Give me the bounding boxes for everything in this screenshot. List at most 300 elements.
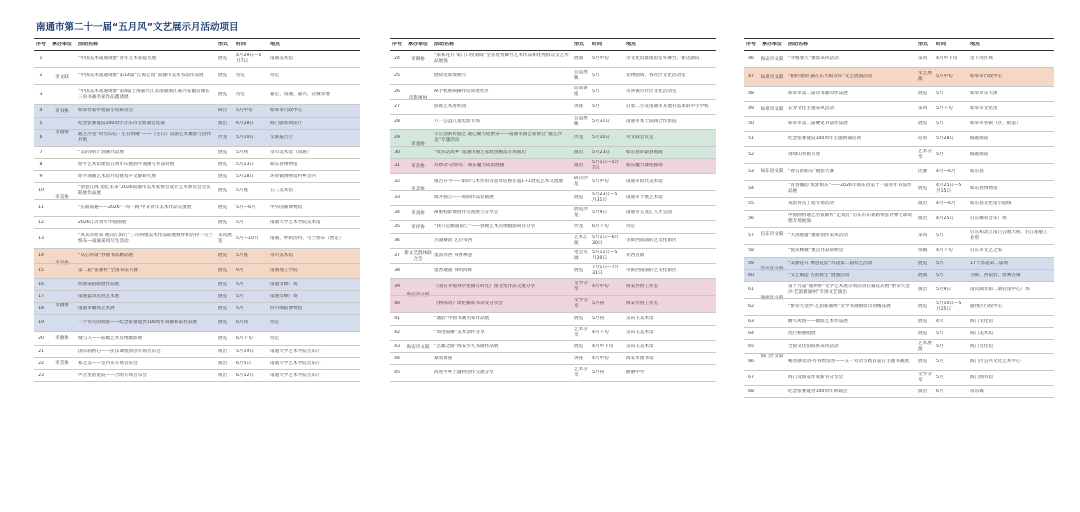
cell-form: 讲座 xyxy=(574,104,584,110)
unit-label: 海安市文联 xyxy=(760,56,784,62)
cell-place: 如皋市行政中心 xyxy=(270,108,303,114)
cell-seq: 41 xyxy=(394,316,400,322)
unit-label: 新文艺群体联合会 xyxy=(404,250,432,262)
unit-label: 市美协 xyxy=(411,187,425,193)
cell-seq: 10 xyxy=(38,188,44,194)
activity-row xyxy=(390,353,716,365)
unit-label: 海门区文联 xyxy=(760,354,784,360)
activity-row xyxy=(390,221,716,234)
activity-row xyxy=(390,313,716,326)
cell-form: 展览 xyxy=(218,91,228,97)
cell-name: 全国文化馆联系采风活动 xyxy=(788,343,839,349)
cell-form: 展览沙龙 xyxy=(574,207,588,218)
activity-row xyxy=(744,299,1054,316)
cell-form: 展览 xyxy=(918,359,928,365)
cell-name: “青春馨韵 筑梦如东”——2026年如东县第十一届青年书法作品展 xyxy=(788,183,912,194)
activity-row xyxy=(390,159,716,174)
cell-time: 5月28日 xyxy=(936,136,954,142)
cell-name: “通韵”中国书画名家作品展 xyxy=(434,316,490,322)
cell-seq: 62 xyxy=(748,304,754,310)
cell-time: 4月下旬 xyxy=(936,248,953,254)
cell-place: 文联报告厅 xyxy=(270,135,293,141)
unit-label: 市舞协 xyxy=(411,56,425,62)
cell-place: 环资镇博物馆村乡会内 xyxy=(270,173,316,179)
activity-row xyxy=(390,326,716,341)
cell-name: 原平艺术馆建馆五周年庆暨油平油画写作品特展 xyxy=(78,161,175,167)
cell-time: 5月 xyxy=(236,305,244,311)
cell-seq: 38 xyxy=(394,268,400,274)
cell-place: 市街西南面的艺文化街区 xyxy=(626,268,677,274)
cell-place: 如皋市行政中心 xyxy=(970,74,1003,80)
cell-form: 采风 xyxy=(918,56,928,62)
unit-label: 市书协 xyxy=(55,108,69,114)
activity-row xyxy=(390,100,716,115)
cell-time: 5月1日—5月7日 xyxy=(592,160,620,171)
cell-name: 纪念张謇诞世100周年朗诵会 xyxy=(788,388,848,394)
unit-label: 海安市文联 xyxy=(406,344,430,350)
header-unit: 承办单位 xyxy=(761,41,782,47)
cell-place: 南通、呼和浩特、乌兰察布（暂定） xyxy=(270,235,344,241)
activity-row xyxy=(34,51,360,68)
cell-place: 如东县博物馆 xyxy=(270,161,298,167)
cell-place: 吴田玉美术馆 xyxy=(626,343,654,349)
cell-name: “美的回归”油画作品展 xyxy=(78,149,125,155)
cell-name: 原平油画艺术馆开馆暨基平文献研究展 xyxy=(78,173,157,179)
cell-form: 艺术分享 xyxy=(918,149,932,160)
cell-time: 5月底 xyxy=(236,253,249,259)
cell-place: 待定 xyxy=(270,320,280,326)
cell-form: 比赛 xyxy=(918,169,928,175)
cell-name: “从心所欲”抄曲书法精品展 xyxy=(78,253,134,259)
unit-label: 市曲协 xyxy=(55,336,69,342)
cell-form: 沙龙 xyxy=(574,224,584,230)
cell-time: 5月—6月 xyxy=(236,205,256,211)
cell-seq: 23 xyxy=(38,372,44,378)
cell-place: 中华国画博物馆 xyxy=(270,205,303,211)
cell-place: 启东和北江南吕公地大桥、启江船舶工业带 xyxy=(970,230,1049,241)
cell-time: 6月5日 xyxy=(236,360,252,366)
cell-time: 4月25日—5月15日 xyxy=(936,183,962,194)
cell-time: 5月11日—5月20日 xyxy=(592,250,618,261)
unit-label: 通州区文联 xyxy=(760,296,784,302)
cell-place: 市街西南面的艺文化街区 xyxy=(626,238,677,244)
cell-time: 6月初 xyxy=(236,320,249,326)
cell-seq: 66 xyxy=(748,359,754,365)
activity-row xyxy=(34,332,360,346)
activity-row xyxy=(390,341,716,353)
cell-place: 曲塘中学 xyxy=(626,370,645,376)
cell-name: “中国美术南通现象”第14届“江海艺境”南通市美术书法作品展 xyxy=(78,73,204,79)
cell-seq: 46 xyxy=(748,56,754,62)
cell-form: 研讨 xyxy=(218,108,228,114)
cell-seq: 39 xyxy=(394,284,400,290)
cell-form: 文学分享 xyxy=(574,298,588,309)
cell-name: 墨韵赤西 书香禅意 xyxy=(434,253,473,259)
activity-row xyxy=(390,249,716,264)
activity-row xyxy=(744,386,1054,398)
cell-seq: 44 xyxy=(394,355,400,361)
cell-form: 展览 xyxy=(574,343,584,349)
unit-label: 市影视协 xyxy=(408,96,428,102)
cell-time: 4月—6月 xyxy=(936,169,956,175)
cell-time: 5月下旬 xyxy=(936,106,953,112)
cell-seq: 13 xyxy=(38,235,44,241)
activity-row xyxy=(34,183,360,200)
activity-row xyxy=(34,291,360,303)
unit-label: 如皋市文联 xyxy=(760,74,784,80)
cell-time: 5月 xyxy=(936,91,944,97)
cell-name: 慕刻讲座 xyxy=(434,355,453,361)
cell-place: 海门美术馆 xyxy=(970,330,993,336)
cell-place: 海门剧本朗读厅 xyxy=(270,120,303,126)
cell-time: 5月初 xyxy=(592,316,605,322)
cell-form: 艺术分享 xyxy=(574,327,588,338)
cell-time: 6月12日 xyxy=(236,372,254,378)
cell-name: “美丽花开 禅意花韵”苏超第二届特艺活动 xyxy=(788,260,873,266)
activity-row xyxy=(390,191,716,206)
cell-name: 古器赛韵 艺启书西 xyxy=(434,238,473,244)
cell-time: 5月 xyxy=(936,121,944,127)
unit-label: 市评协 xyxy=(411,224,425,230)
activity-row xyxy=(744,181,1054,198)
cell-place: 海门文化馆 xyxy=(970,343,993,349)
cell-time: 5月 xyxy=(936,330,944,336)
cell-time: 5月中旬 xyxy=(936,74,953,80)
cell-name: 苏炒杂·杂炒苏：如东魔力成果展播 xyxy=(434,163,505,169)
activity-row xyxy=(34,217,360,229)
cell-seq: 54 xyxy=(748,186,754,192)
cell-seq: 7 xyxy=(39,149,43,155)
activity-row xyxy=(390,130,716,147)
activity-row xyxy=(744,371,1054,386)
page-title: 南通市第二十一届“五月风”文艺展示月活动项目 xyxy=(36,22,239,33)
cell-place: 如东县文化馆小剧场 xyxy=(970,201,1012,207)
schedule-table-right xyxy=(744,38,1054,398)
activity-row xyxy=(34,200,360,217)
cell-place: 寺街、西南营、唐闸古镇 xyxy=(970,272,1021,278)
cell-form: 演出 xyxy=(574,163,584,169)
cell-place: 启东市文艺之家 xyxy=(970,248,1003,254)
cell-seq: 31 xyxy=(394,163,400,169)
cell-form: 采风 xyxy=(918,233,928,239)
cell-seq: 61 xyxy=(748,287,754,293)
cell-form: 演出 xyxy=(918,201,928,207)
activity-row xyxy=(34,358,360,370)
unit-label: 启东市文联 xyxy=(760,231,784,237)
cell-seq: 57 xyxy=(748,233,754,239)
cell-place: 南通文峰广场 xyxy=(270,281,298,287)
cell-place: 南通市五龙汇人才公园 xyxy=(626,210,672,216)
cell-seq: 19 xyxy=(38,320,44,326)
cell-form: 展览 xyxy=(218,173,228,179)
cell-name: 南通蓝印民俗艺术展 xyxy=(78,293,120,299)
cell-seq: 32 xyxy=(394,179,400,185)
cell-place: 掘港街道 xyxy=(970,136,989,142)
activity-row xyxy=(744,340,1054,354)
cell-place: 如皋市东大街 xyxy=(970,91,998,97)
activity-row xyxy=(744,211,1054,228)
activity-row xyxy=(34,105,360,118)
cell-form: 笔会买画 xyxy=(574,250,588,261)
cell-name: 一个伟大的瑞影——纪念张謇诞世100周年刘静和前作品展 xyxy=(78,320,198,326)
cell-time: 4月25日 xyxy=(936,216,954,222)
cell-seq: 36 xyxy=(394,238,400,244)
cell-time: 5月中旬 xyxy=(592,56,609,62)
cell-form: 展览 xyxy=(218,305,228,311)
activity-row xyxy=(744,68,1054,87)
activity-row xyxy=(390,206,716,221)
activity-row xyxy=(744,51,1054,68)
cell-place: 如皋市文化馆 xyxy=(970,106,998,112)
activity-row xyxy=(744,164,1054,181)
cell-time: 5月底 xyxy=(236,188,249,194)
unit-label: 市音协 xyxy=(55,361,69,367)
cell-name: “欢乐话故乡”南通市曲艺家原创精品专场演出 xyxy=(434,149,527,155)
header-name: 活动名称 xyxy=(78,41,99,47)
activity-row xyxy=(34,370,360,382)
cell-form: 演出 xyxy=(218,360,228,366)
cell-place: 海安作协工作室 xyxy=(626,284,659,290)
cell-time: 5月初 xyxy=(236,149,249,155)
cell-seq: 18 xyxy=(38,305,44,311)
cell-place: 待定 xyxy=(270,73,280,79)
cell-time: 5月1日—6月30日 xyxy=(592,235,620,246)
cell-seq: 35 xyxy=(394,224,400,230)
cell-form: 公益放映 xyxy=(574,116,588,127)
header-seq: 序号 xyxy=(392,41,403,47)
header-time: 时间 xyxy=(592,41,603,47)
unit-label: 市戏协 xyxy=(411,210,425,216)
cell-form: 展览 xyxy=(218,161,228,167)
activity-row xyxy=(34,229,360,249)
cell-place: 如东县 xyxy=(970,169,984,175)
cell-name: 《鸭海湾》周伦稿影书杂及分享会 xyxy=(434,301,503,307)
cell-place: 四川绵阳博物馆 xyxy=(270,305,303,311)
cell-place: 如东县轩辕县海陵 xyxy=(626,149,663,155)
activity-row xyxy=(744,198,1054,211)
cell-form: 研讨沙龙 xyxy=(574,176,588,187)
cell-form: 展览 xyxy=(218,293,228,299)
cell-time: 6月28日 xyxy=(236,120,254,126)
schedule-table-middle xyxy=(390,38,716,382)
activity-row xyxy=(34,159,360,171)
activity-row xyxy=(34,264,360,279)
activity-row xyxy=(34,249,360,264)
cell-form: 展览 xyxy=(574,316,584,322)
cell-place: 里下河区域 xyxy=(970,56,993,62)
cell-name: 通艺沙龙“时光印记 · 生日情缘”——《生日》话剧艺术摄影与创作共鸣 xyxy=(78,132,212,143)
cell-name: “我只是偶遇南亡”——郭俊艺术肖像摄影研讨分享 xyxy=(434,224,536,230)
cell-place: 南通美术馆 xyxy=(270,56,293,62)
cell-time: 5月31日 xyxy=(592,119,610,125)
activity-row xyxy=(390,68,716,85)
cell-name: 第二届“张謇杯”全国书法大赛 xyxy=(78,268,138,274)
activity-row xyxy=(744,228,1054,245)
cell-seq: 49 xyxy=(748,106,754,112)
cell-time: 5月10日—5月25日 xyxy=(936,301,962,312)
header-unit: 承办单位 xyxy=(407,41,428,47)
cell-name: “家和花开 家门口度刘线”全省优秀舞台艺术作品和优秀群众文艺作品展演 xyxy=(434,53,569,64)
cell-seq: 1 xyxy=(39,56,43,62)
cell-place: 通州区行政中心 xyxy=(970,304,1003,310)
cell-name: 长寿文化主题采风活动 xyxy=(788,106,834,112)
unit-label: 市美协 xyxy=(55,195,69,201)
cell-seq: 17 xyxy=(38,293,44,299)
cell-time: 4月中旬 xyxy=(592,284,609,290)
cell-time: 4月下旬 xyxy=(592,330,609,336)
cell-form: 培训 xyxy=(918,136,928,142)
cell-name: AI重构影像创作交流展与分享会 xyxy=(434,210,499,216)
header-name: 活动名称 xyxy=(434,41,455,47)
cell-place: 南通市绍代美术馆 xyxy=(626,179,663,185)
cell-name: “悦读畅城”重点作品故顾会 xyxy=(788,248,844,254)
cell-name: 海门及海安作家新书分享会 xyxy=(788,375,844,381)
activity-row xyxy=(390,115,716,130)
cell-form: 展览 xyxy=(574,268,584,274)
cell-place: 启承二小及南通市其他有需求的中小学校 xyxy=(626,104,709,110)
cell-time: 5月 xyxy=(236,281,244,287)
cell-form: 文学分享 xyxy=(574,281,588,292)
cell-time: 5月 xyxy=(936,359,944,365)
cell-place: 如东魔力课吧剧场 xyxy=(626,163,663,169)
cell-time: 5月中旬 xyxy=(236,108,253,114)
unit-label: 崇川区文联 xyxy=(760,267,784,273)
cell-seq: 6 xyxy=(39,135,43,141)
cell-form: 演出 xyxy=(218,120,228,126)
header-unit: 承办单位 xyxy=(51,41,72,47)
cell-seq: 60 xyxy=(748,272,754,278)
cell-name: 六一公益儿童电影专场 xyxy=(434,119,480,125)
cell-time: 4月—6月 xyxy=(936,201,956,207)
cell-name: 如皋市第二届硬笔书法作品展 xyxy=(788,121,848,127)
cell-place: 海门区公共文化艺术中心 xyxy=(970,359,1021,365)
cell-seq: 67 xyxy=(748,375,754,381)
cell-seq: 63 xyxy=(748,318,754,324)
cell-seq: 30 xyxy=(394,149,400,155)
activity-row xyxy=(744,132,1054,147)
cell-seq: 47 xyxy=(748,74,754,80)
cell-seq: 3 xyxy=(39,91,43,97)
cell-name: 推古开今——紫砂与木作的诗意对话暨非遗1+1展览艺术交流展 xyxy=(434,179,564,185)
cell-seq: 16 xyxy=(38,281,44,287)
cell-form: 展览 xyxy=(918,186,928,192)
activity-row xyxy=(744,258,1054,270)
cell-form: 展览 xyxy=(218,188,228,194)
cell-seq: 2 xyxy=(39,73,43,79)
cell-time: 5月23日 xyxy=(592,149,610,155)
cell-place: 南通文峰广场 xyxy=(270,293,298,299)
cell-form: 展览 xyxy=(574,195,584,201)
cell-form: 展演 xyxy=(574,56,584,62)
cell-place: 海门文化馆 xyxy=(970,318,993,324)
cell-place: 南通大学艺术学院美术馆 xyxy=(270,219,321,225)
cell-seq: 24 xyxy=(394,56,400,62)
cell-seq: 45 xyxy=(394,370,400,376)
cell-place: 待定 xyxy=(626,224,636,230)
cell-time: 5月23日 xyxy=(236,161,254,167)
cell-time: 5月10日 xyxy=(236,135,254,141)
cell-place: 吴田玉美术馆 xyxy=(626,330,654,336)
cell-name: 织锦染韵联展作品展 xyxy=(78,281,120,287)
cell-form: 讲座 xyxy=(574,355,584,361)
cell-name: 戏韵青苗工程专场活动 xyxy=(788,201,834,207)
cell-time: 4月中下旬 xyxy=(936,56,958,62)
cell-form: 改稿 xyxy=(918,248,928,254)
header-seq: 序号 xyxy=(746,41,757,47)
cell-name: 中国曲协通艺名家薪传“走戏灯”启东市东新路单弦评弹七球说唱专场展演 xyxy=(788,213,913,224)
activity-row xyxy=(34,303,360,315)
cell-time: 5月18日 xyxy=(236,173,254,179)
cell-time: 4月中旬 xyxy=(592,355,609,361)
cell-form: 采风展览 xyxy=(218,232,232,244)
cell-time: 5月 xyxy=(592,89,600,95)
activity-row xyxy=(390,279,716,296)
cell-time: 5月9日 xyxy=(936,287,952,293)
activity-row xyxy=(744,270,1054,282)
cell-form: 展览 xyxy=(218,253,228,259)
cell-form: 展览 xyxy=(218,205,228,211)
cell-time: 5月中旬 xyxy=(592,179,609,185)
cell-form: 培训讲座 xyxy=(574,86,588,97)
cell-name: 《我在幸福刘亭里稿写时光》图文集作品交流分享 xyxy=(434,284,536,290)
table-header xyxy=(34,38,360,51)
cell-name: “相约暑期 悬在东大街等你”文艺展演活动 xyxy=(788,74,873,80)
unit-label: 市文联 xyxy=(55,75,69,81)
cell-form: 展览 xyxy=(218,281,228,287)
cell-name: 和之美——室内乐专场音乐会 xyxy=(78,360,138,366)
cell-form: 展览 xyxy=(218,320,228,326)
table-body xyxy=(390,51,716,382)
cell-time: 5月10日 xyxy=(592,135,610,141)
cell-time: 7月1日—7月31日 xyxy=(592,265,620,276)
table-body xyxy=(34,51,360,382)
activity-row xyxy=(390,365,716,382)
cell-time: 4月 xyxy=(936,318,944,324)
cell-form: 展览 xyxy=(918,260,928,266)
cell-name: 糖鸟风情——摄影艺术作品展 xyxy=(788,318,848,324)
cell-name: 畅善感受动·丹青绘清善——五一劳动节暨首届日主题书画展 xyxy=(788,359,909,365)
cell-seq: 50 xyxy=(748,121,754,127)
activity-row xyxy=(744,87,1054,102)
cell-seq: 48 xyxy=(748,91,754,97)
cell-place: 启东耀荣音乐广场 xyxy=(970,216,1007,222)
cell-form: 艺术展演 xyxy=(918,340,932,352)
cell-name: “寻根暑天”摄影采风活动 xyxy=(788,56,839,62)
cell-place: 市文联会议室 xyxy=(626,135,654,141)
cell-seq: 14 xyxy=(38,253,44,259)
cell-seq: 53 xyxy=(748,169,754,175)
cell-name: 再绿山水画写述 xyxy=(788,152,821,158)
cell-time: 5月 xyxy=(936,152,944,158)
cell-seq: 43 xyxy=(394,343,400,349)
schedule-table-left xyxy=(34,38,360,382)
cell-seq: 40 xyxy=(394,301,400,307)
activity-row xyxy=(390,264,716,279)
header-form: 形式 xyxy=(574,41,585,47)
cell-name: 如皋作家中短篇小说研讨会 xyxy=(78,108,134,114)
cell-seq: 37 xyxy=(394,253,400,259)
cell-seq: 25 xyxy=(394,73,400,79)
unit-label: 市剧协 xyxy=(55,129,69,135)
cell-seq: 65 xyxy=(748,343,754,349)
cell-place: 吴田玉美术馆 xyxy=(626,316,654,322)
cell-place: 常乐镇 xyxy=(970,388,984,394)
cell-name: 守正创新传剧艺 暖心聚力促繁荣——南通市剧艺家协会“通艺沙龙”专题活动 xyxy=(434,132,562,143)
header-time: 时间 xyxy=(236,41,247,47)
cell-time: 待定 xyxy=(236,91,246,97)
cell-form: 文学分享 xyxy=(918,372,932,383)
cell-time: 5月 xyxy=(936,233,944,239)
